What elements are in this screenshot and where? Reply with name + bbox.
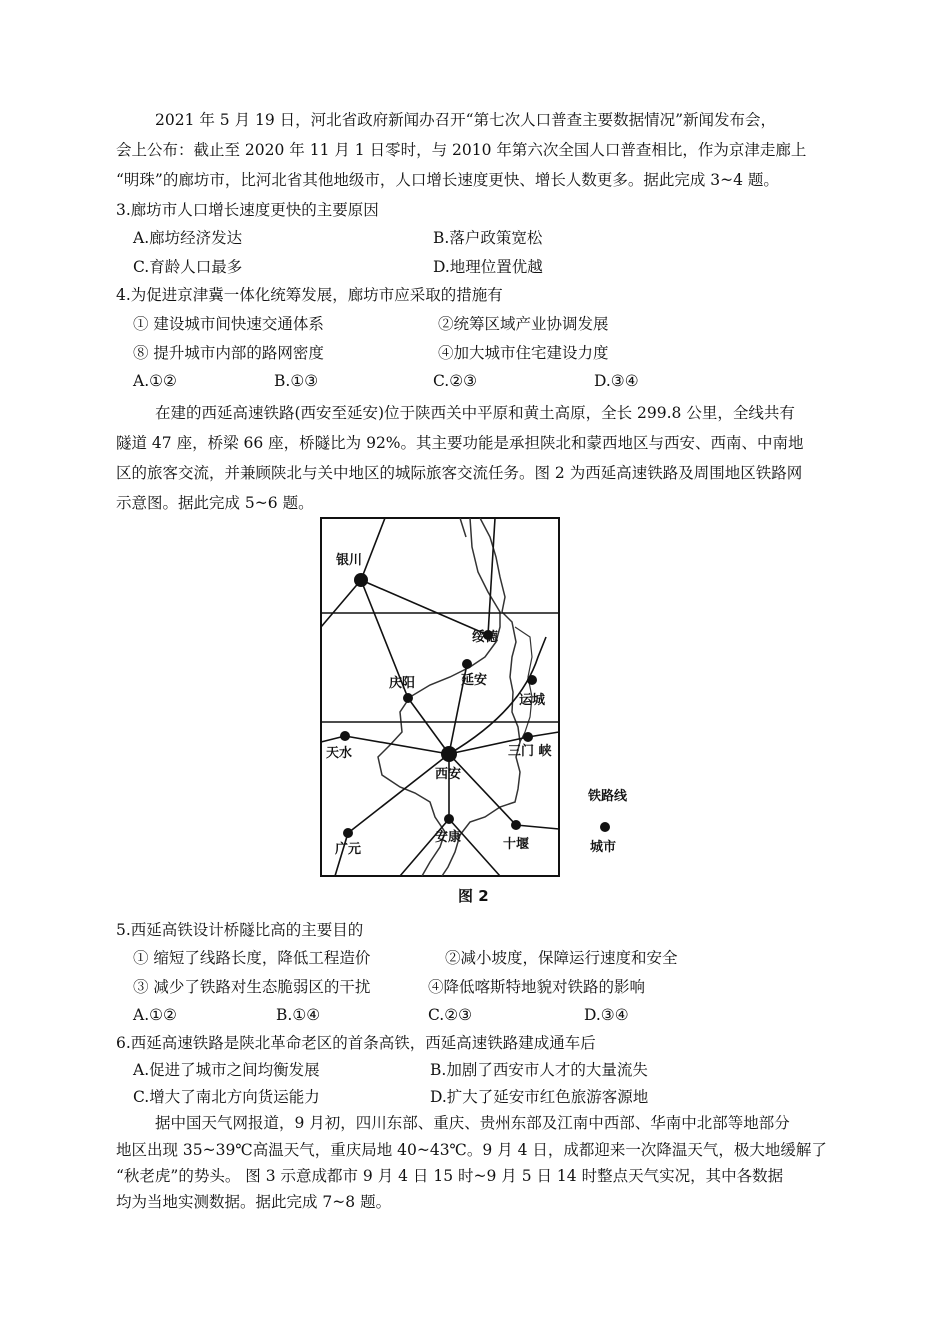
q3-stem: 3.廊坊市人口增长速度更快的主要原因	[116, 201, 379, 219]
city-tianshui-marker	[340, 731, 350, 741]
q5-option-b[interactable]: B.①④	[276, 1006, 321, 1024]
q3-option-b[interactable]: B.落户政策宽松	[433, 229, 543, 247]
q5-item-1: ① 缩短了线路长度，降低工程造价	[133, 949, 371, 967]
passage1-line-2: 会上公布：截止至 2020 年 11 月 1 日零时，与 2010 年第六次全国人口普查相比，作为京津走廊上	[116, 141, 807, 159]
city-yuncheng-label: 运城	[519, 693, 546, 708]
city-ankang-label: 安康	[435, 830, 462, 845]
passage1-line-1: 2021 年 5 月 19 日，河北省政府新闻办召开“第七次人口普查主要数据情况”新闻发布会，	[155, 111, 777, 129]
q4-item-2: ②统筹区域产业协调发展	[438, 315, 609, 333]
passage3-line-4: 均为当地实测数据。据此完成 7~8 题。	[116, 1193, 392, 1211]
city-yanan-label: 延安	[461, 673, 488, 688]
city-yanan-marker	[462, 659, 472, 669]
passage3-line-1: 据中国天气网报道，9 月初，四川东部、重庆、贵州东部及江南中西部、华南中北部等地部分	[155, 1114, 790, 1132]
passage2-line-1: 在建的西延高速铁路(西安至延安)位于陕西关中平原和黄土高原，全长 299.8 公里，全线共有	[155, 404, 795, 422]
q5-item-4: ④降低喀斯特地貌对铁路的影响	[428, 978, 646, 996]
passage3-line-2: 地区出现 35~39℃高温天气，重庆局地 40~43℃。9 月 4 日，成都迎来一次降温天气，极大地缓解了	[116, 1141, 827, 1159]
q4-stem: 4.为促进京津冀一体化统筹发展，廊坊市应采取的措施有	[116, 286, 503, 304]
q3-option-a[interactable]: A.廊坊经济发达	[133, 229, 243, 247]
city-xian-marker	[441, 746, 457, 762]
q5-option-a[interactable]: A.①②	[133, 1006, 177, 1024]
legend-city-label: 城市	[590, 840, 617, 855]
q5-option-d[interactable]: D.③④	[584, 1006, 629, 1024]
passage2-line-3: 区的旅客交流，并兼顾陕北与关中地区的城际旅客交流任务。图 2 为西延高速铁路及周围地区铁路网	[116, 464, 803, 482]
passage3-line-3: “秋老虎”的势头。 图 3 示意成都市 9 月 4 日 15 时~9 月 5 日 14 时整点天气实况，其中各数据	[116, 1167, 784, 1185]
q5-item-3: ③ 减少了铁路对生态脆弱区的干扰	[133, 978, 371, 996]
city-guangyuan-label: 广元	[335, 842, 362, 857]
city-yinchuan-marker	[354, 573, 368, 587]
q6-option-b[interactable]: B.加剧了西安市人才的大量流失	[430, 1061, 648, 1079]
figure-caption: 图 2	[458, 887, 489, 905]
q4-option-b[interactable]: B.①③	[274, 372, 319, 390]
q4-item-3: ⑧ 提升城市内部的路网密度	[133, 344, 324, 362]
q5-stem: 5.西延高铁设计桥隧比高的主要目的	[116, 921, 364, 939]
q3-option-c[interactable]: C.育龄人口最多	[133, 258, 243, 276]
city-tianshui-label: 天水	[326, 746, 353, 761]
city-qingyang-marker	[403, 693, 413, 703]
city-qingyang-label: 庆阳	[389, 676, 416, 691]
legend-rail-label: 铁路线	[588, 789, 628, 804]
q4-option-a[interactable]: A.①②	[133, 372, 177, 390]
passage1-line-3: “明珠”的廊坊市，比河北省其他地级市，人口增长速度更快、增长人数更多。据此完成 3~4 题。	[116, 171, 779, 189]
city-sanmenxia-marker	[523, 732, 533, 742]
q5-option-c[interactable]: C.②③	[428, 1006, 473, 1024]
city-ankang-marker	[444, 814, 454, 824]
city-shiyan-marker	[511, 820, 521, 830]
city-sanmenxia-label: 三门 峡	[508, 744, 552, 759]
railway-map	[320, 517, 680, 879]
city-shiyan-label: 十堰	[503, 837, 530, 852]
passage2-line-4: 示意图。据此完成 5~6 题。	[116, 494, 314, 512]
q4-item-4: ④加大城市住宅建设力度	[438, 344, 609, 362]
q3-option-d[interactable]: D.地理位置优越	[433, 258, 543, 276]
city-yinchuan-label: 银川	[336, 553, 363, 568]
city-xian-label: 西安	[435, 767, 462, 782]
q5-item-2: ②减小坡度，保障运行速度和安全	[445, 949, 678, 967]
passage2-line-2: 隧道 47 座，桥梁 66 座，桥隧比为 92%。其主要功能是承担陕北和蒙西地区与西安、西南、中南地	[116, 434, 804, 452]
q6-option-c[interactable]: C.增大了南北方向货运能力	[133, 1088, 320, 1106]
q4-option-c[interactable]: C.②③	[433, 372, 478, 390]
q6-option-a[interactable]: A.促进了城市之间均衡发展	[133, 1061, 320, 1079]
q6-stem: 6.西延高速铁路是陕北革命老区的首条高铁，西延高速铁路建成通车后	[116, 1034, 596, 1052]
q4-item-1: ① 建设城市间快速交通体系	[133, 315, 324, 333]
q4-option-d[interactable]: D.③④	[594, 372, 639, 390]
legend-city-marker	[600, 822, 610, 832]
city-suide-label: 绥德	[472, 630, 499, 645]
city-guangyuan-marker	[343, 828, 353, 838]
q6-option-d[interactable]: D.扩大了延安市红色旅游客源地	[430, 1088, 649, 1106]
city-yuncheng-marker	[527, 675, 537, 685]
